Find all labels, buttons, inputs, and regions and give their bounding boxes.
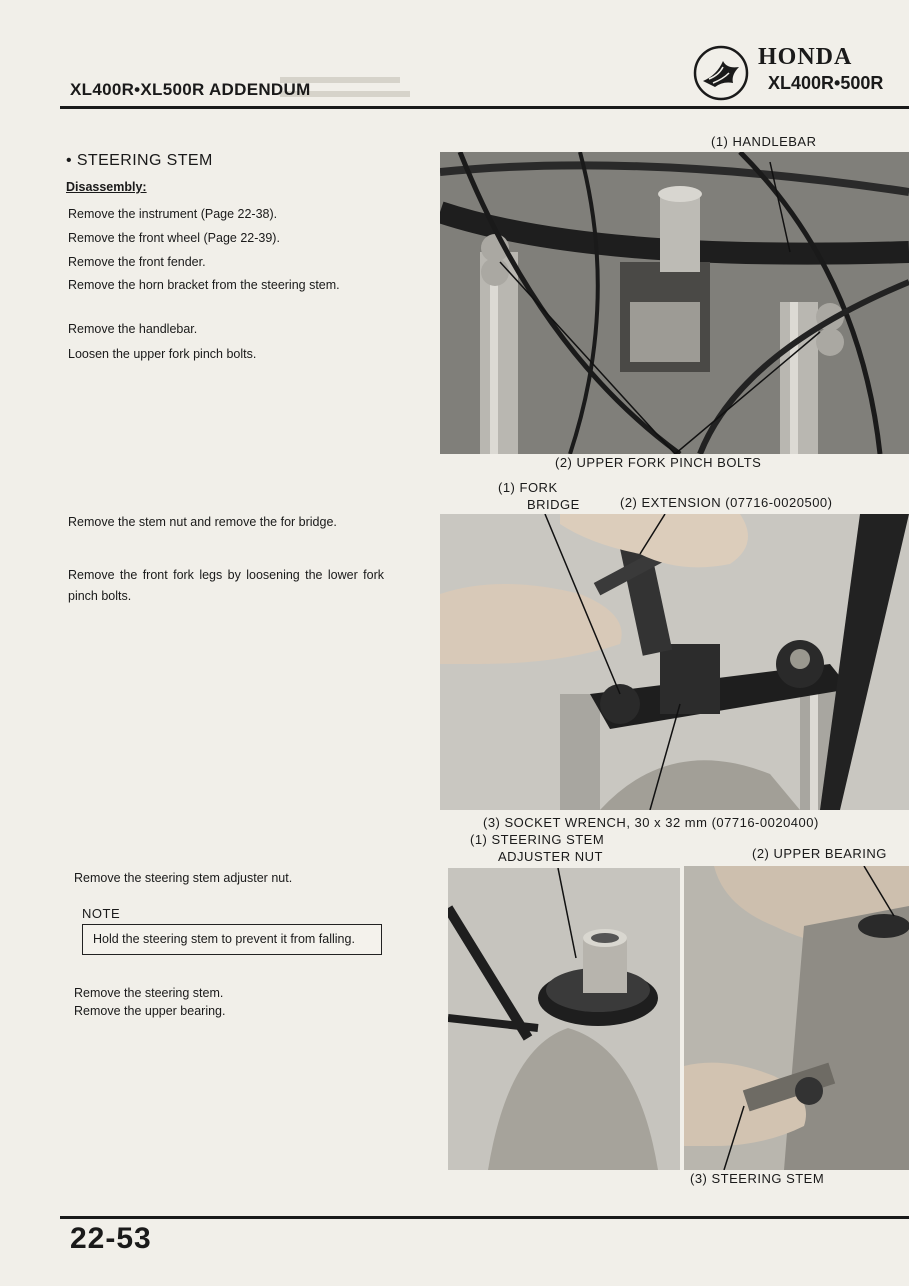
step-remove-handlebar: Remove the handlebar.	[68, 322, 198, 336]
caption-adjuster-nut-line1: (1) STEERING STEM	[470, 832, 605, 847]
photo-upper-bearing-steering-stem	[684, 866, 909, 1170]
caption-steering-stem: (3) STEERING STEM	[690, 1171, 825, 1186]
note-box: Hold the steering stem to prevent it from falling.	[82, 924, 382, 955]
step-remove-stem-nut: Remove the stem nut and remove the for bridge.	[68, 515, 337, 529]
caption-upper-bearing: (2) UPPER BEARING	[752, 846, 887, 861]
step-remove-upper-bearing: Remove the upper bearing.	[74, 1004, 226, 1018]
section-title: • STEERING STEM	[66, 152, 213, 169]
step-remove-fork-legs: Remove the front fork legs by loosening the lower fork pinch bolts.	[68, 568, 384, 603]
caption-fork-bridge-line1: (1) FORK	[498, 480, 558, 495]
footer-rule	[60, 1216, 909, 1219]
caption-socket-wrench: (3) SOCKET WRENCH, 30 x 32 mm (07716-0020400)	[483, 815, 819, 830]
note-label: NOTE	[82, 906, 121, 921]
step-remove-front-fender: Remove the front fender.	[68, 255, 206, 269]
caption-extension: (2) EXTENSION (07716-0020500)	[620, 495, 833, 510]
brand-name: HONDA	[758, 44, 853, 70]
photo-handlebar-upper-fork	[440, 152, 909, 454]
photo-fork-bridge-socket-wrench	[440, 514, 909, 810]
step-remove-adjuster-nut: Remove the steering stem adjuster nut.	[74, 871, 293, 885]
caption-handlebar: (1) HANDLEBAR	[711, 134, 817, 149]
step-remove-front-wheel: Remove the front wheel (Page 22-39).	[68, 231, 280, 245]
caption-fork-bridge-line2: BRIDGE	[527, 497, 580, 512]
photo-steering-stem-adjuster-nut	[448, 868, 680, 1170]
caption-upper-fork-pinch-bolts: (2) UPPER FORK PINCH BOLTS	[555, 455, 762, 470]
step-remove-steering-stem: Remove the steering stem.	[74, 986, 224, 1000]
honda-wing-logo-icon	[693, 45, 749, 101]
step-loosen-upper-pinch-bolts: Loosen the upper fork pinch bolts.	[68, 347, 257, 361]
page-number: 22-53	[70, 1222, 152, 1255]
model-name: XL400R•500R	[768, 73, 884, 93]
header-rule	[60, 106, 909, 109]
step-remove-instrument: Remove the instrument (Page 22-38).	[68, 207, 278, 221]
step-remove-horn-bracket: Remove the horn bracket from the steering stem.	[68, 278, 340, 292]
header-title: XL400R•XL500R ADDENDUM	[70, 80, 311, 99]
caption-adjuster-nut-line2: ADJUSTER NUT	[498, 849, 603, 864]
disassembly-heading: Disassembly:	[66, 180, 147, 194]
